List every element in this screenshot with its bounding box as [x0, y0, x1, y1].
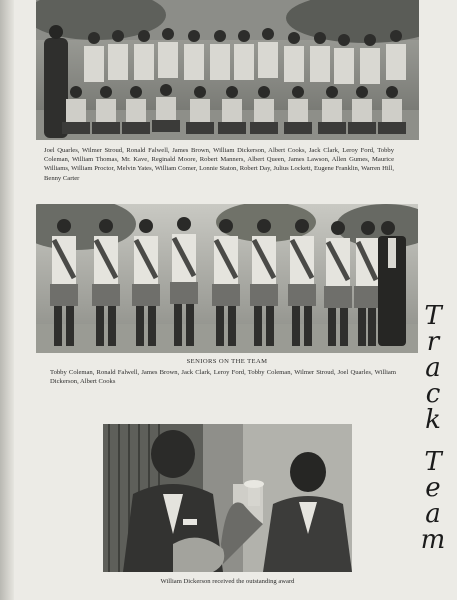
team-names-caption: Joel Quarles, Wilmer Stroud, Ronald Falwell, James Brown, William Dickerson, Albert Cooks, Jack Clark, Leroy Ford, Tobby Coleman, William Thomas, Mr. Kave, Reginald Moore, Robert Manners, Albert Queen, James Lawson, Allen Gumes, Maurice Williams, William Proctor, Melvin Yates, William Comer, Lonnie Staton, Robert Day, Julius Lockett, Eugene Franklin, Warren Hill, Benny Carter — [44, 147, 394, 182]
award-caption: William Dickerson received the outstanding award — [160, 578, 295, 585]
side-title-letter: T — [424, 447, 442, 477]
side-title-letter: k — [425, 405, 441, 435]
seniors-caption-title: SENIORS ON THE TEAM — [186, 358, 268, 365]
side-title-letter: T — [424, 301, 442, 331]
award-photo-image — [103, 424, 352, 572]
side-title-letter: m — [420, 525, 446, 555]
seniors-names-caption: Tobby Coleman, Ronald Falwell, James Brown, Jack Clark, Leroy Ford, Tobby Coleman, Wilmer Stroud, Joel Quarles, William Dickerson, Albert Cooks — [50, 369, 396, 386]
side-title-letter: c — [425, 379, 441, 409]
page-gutter-shadow — [0, 0, 14, 600]
side-title-letter: e — [425, 473, 441, 503]
track-team-side-title — [418, 301, 448, 555]
team-group-photo-image — [36, 0, 419, 140]
award-photo — [103, 424, 352, 572]
seniors-photo — [36, 204, 418, 353]
seniors-photo-image — [36, 204, 418, 353]
side-title-letter: a — [425, 499, 441, 529]
side-title-letter: a — [425, 353, 441, 383]
side-title-letter: r — [426, 327, 440, 357]
team-group-photo — [36, 0, 419, 140]
